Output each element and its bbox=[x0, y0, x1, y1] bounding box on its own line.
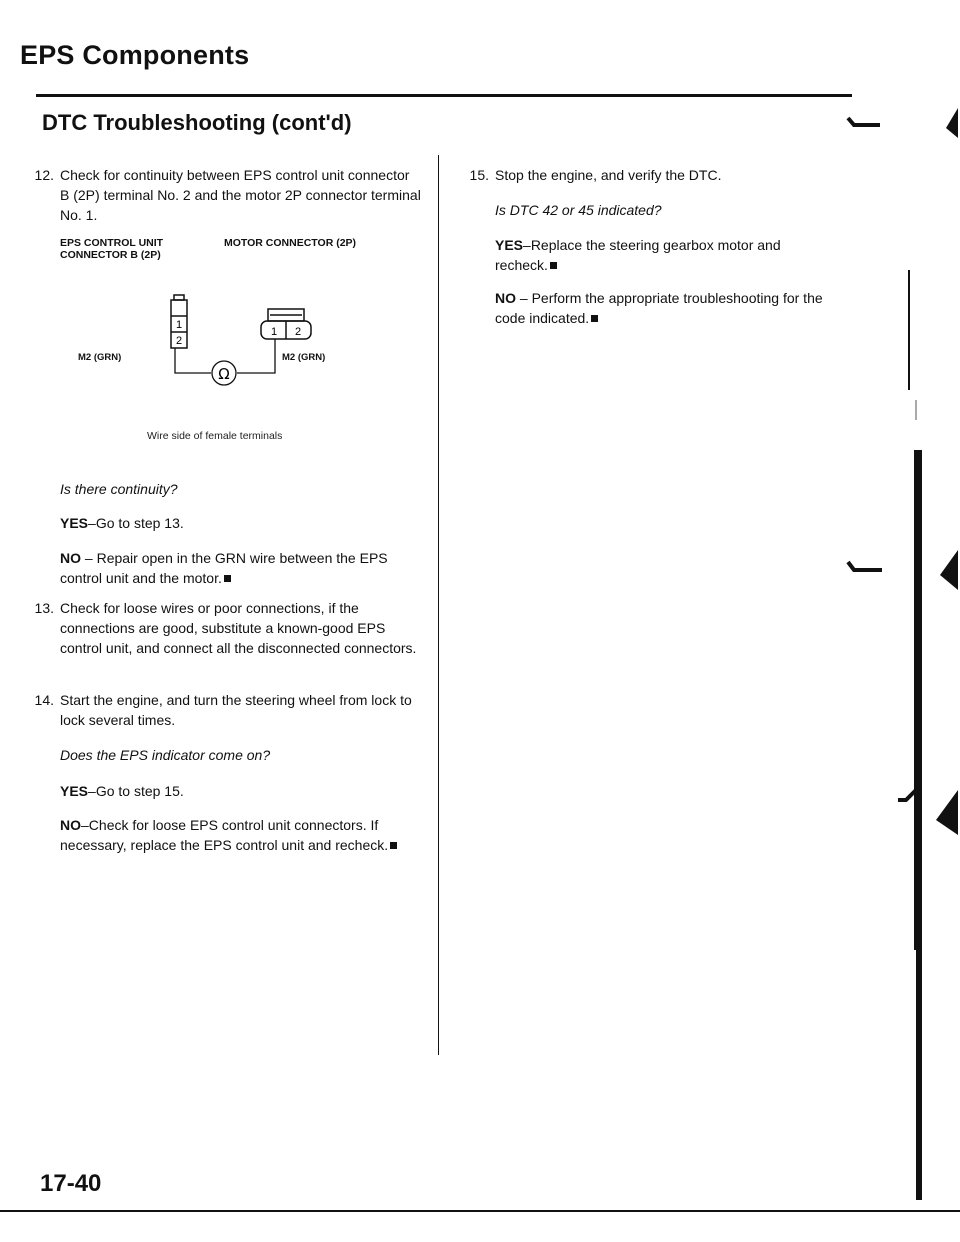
column-divider bbox=[438, 155, 439, 1055]
answer-yes-15: YES–Replace the steering gearbox motor and recheck. bbox=[495, 237, 781, 273]
margin-scan-marks bbox=[840, 100, 960, 1210]
margin-triangle-2 bbox=[940, 550, 958, 590]
question-12: Is there continuity? bbox=[60, 481, 178, 497]
footer-rule bbox=[0, 1210, 960, 1212]
continuity-diagram bbox=[60, 295, 390, 405]
page-title: EPS Components bbox=[20, 40, 250, 70]
section-heading: DTC Troubleshooting (cont'd) bbox=[42, 110, 352, 135]
motor-connector-label: MOTOR CONNECTOR (2P) bbox=[224, 237, 357, 249]
no-label: NO bbox=[495, 290, 516, 306]
no-label: NO bbox=[60, 550, 81, 566]
step-12-text: Check for continuity between EPS control unit connector B (2P) terminal No. 2 and the motor 2P connector terminal No. 1. bbox=[60, 167, 421, 223]
step-14-text: Start the engine, and turn the steering wheel from lock to lock several times. bbox=[60, 692, 412, 728]
answer-no-15-text: Perform the appropriate troubleshooting for the code indicated. bbox=[495, 290, 823, 326]
yes-label: YES bbox=[60, 783, 89, 799]
end-mark-icon bbox=[390, 842, 397, 849]
step-14 bbox=[22, 690, 422, 730]
diagram-caption: Wire side of female terminals bbox=[147, 430, 283, 442]
wire-lead-left bbox=[175, 348, 211, 373]
answer-no-14-text: Check for loose EPS control unit connectors. If necessary, replace the EPS control unit and recheck. bbox=[60, 817, 389, 853]
answer-yes-12-text: Go to step 13. bbox=[95, 515, 184, 531]
motor-pin-1-label: 1 bbox=[270, 326, 278, 338]
step-13 bbox=[22, 598, 422, 658]
question-14: Does the EPS indicator come on? bbox=[60, 747, 271, 763]
wire-lead-right bbox=[237, 339, 275, 373]
answer-no-12-text: Repair open in the GRN wire between the EPS control unit and the motor. bbox=[60, 550, 388, 586]
wire-label-left: M2 (GRN) bbox=[78, 352, 122, 363]
step-13-number: 13. bbox=[34, 600, 54, 616]
page-number: 17-40 bbox=[40, 1170, 102, 1197]
answer-no-12: NO – Repair open in the GRN wire between the EPS control unit and the motor. bbox=[60, 550, 388, 586]
step-15-text: Stop the engine, and verify the DTC. bbox=[495, 167, 722, 183]
step-13-text: Check for loose wires or poor connections, if the connections are good, substitute a known-good EPS control unit, and connect all the disconnected connectors. bbox=[60, 600, 417, 656]
step-15-number: 15. bbox=[469, 167, 489, 183]
step-12-number: 12. bbox=[34, 167, 54, 183]
no-label: NO bbox=[60, 817, 81, 833]
margin-tab-mark-3 bbox=[898, 790, 916, 800]
step-12 bbox=[22, 165, 422, 225]
eps-pin-2-label: 2 bbox=[175, 335, 183, 347]
answer-yes-12: YES–Go to step 13. bbox=[60, 515, 184, 531]
eps-connector-label: EPS CONTROL UNIT CONNECTOR B (2P) bbox=[60, 237, 164, 261]
question-15: Is DTC 42 or 45 indicated? bbox=[495, 202, 662, 218]
step-14-number: 14. bbox=[34, 692, 54, 708]
motor-connector bbox=[261, 309, 311, 339]
header-rule bbox=[36, 94, 852, 97]
margin-bar-1 bbox=[914, 450, 922, 950]
yes-label: YES bbox=[495, 237, 524, 253]
answer-yes-15-text: Replace the steering gearbox motor and recheck. bbox=[495, 237, 781, 273]
margin-bar-2 bbox=[916, 950, 922, 1200]
motor-pin-2-label: 2 bbox=[294, 326, 302, 338]
ohm-icon: Ω bbox=[218, 365, 230, 383]
margin-triangle-3 bbox=[936, 790, 958, 835]
answer-yes-14-text: Go to step 15. bbox=[95, 783, 184, 799]
end-mark-icon bbox=[224, 575, 231, 582]
step-15 bbox=[457, 165, 837, 185]
wire-label-right: M2 (GRN) bbox=[282, 352, 326, 363]
margin-tab-mark-1 bbox=[848, 118, 880, 125]
margin-tab-mark-2 bbox=[848, 562, 882, 570]
eps-pin-1-label: 1 bbox=[175, 319, 183, 331]
margin-triangle-1 bbox=[946, 108, 958, 138]
end-mark-icon bbox=[550, 262, 557, 269]
answer-no-14: NO–Check for loose EPS control unit connectors. If necessary, replace the EPS control unit and recheck. bbox=[60, 815, 430, 855]
eps-connector-latch bbox=[174, 295, 184, 300]
end-mark-icon bbox=[591, 315, 598, 322]
answer-yes-14: YES–Go to step 15. bbox=[60, 783, 184, 799]
answer-no-15: NO – Perform the appropriate troubleshooting for the code indicated. bbox=[495, 290, 823, 326]
yes-label: YES bbox=[60, 515, 89, 531]
